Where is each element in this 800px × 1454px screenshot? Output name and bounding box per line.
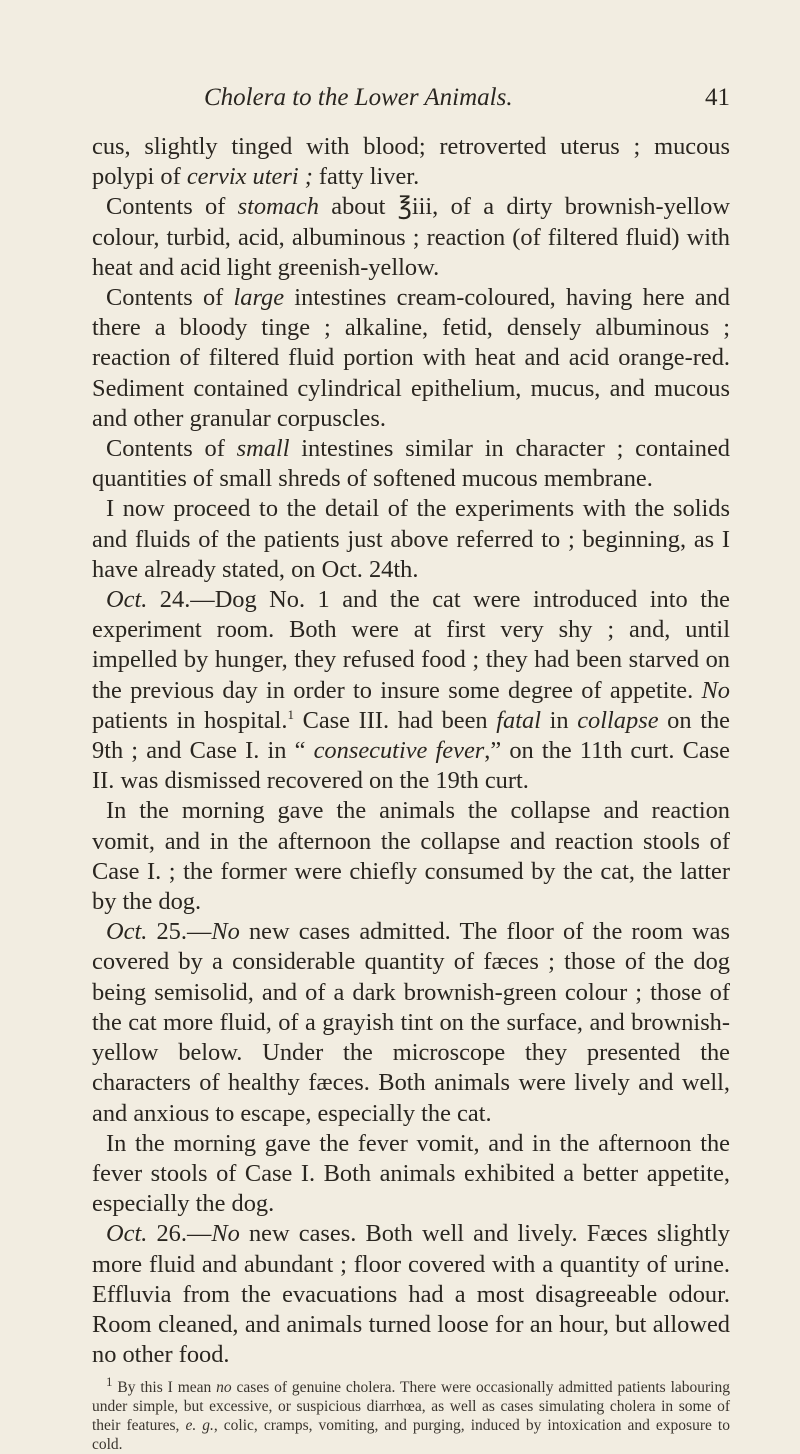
italic-text: e. g.	[185, 1417, 214, 1435]
italic-text: Oct.	[106, 1220, 148, 1248]
italic-text: small	[236, 435, 290, 463]
paragraph	[92, 796, 730, 917]
text-run: cus, slightly tinged with blood; retroverted uterus ; mucous polypi of	[92, 133, 730, 191]
paragraph	[92, 585, 730, 796]
italic-text: Oct.	[106, 918, 148, 946]
italic-text: cervix uteri ;	[186, 163, 313, 191]
paragraph	[92, 434, 730, 494]
text-run: cases of genuine cholera. There were occasionally admitted patients labouring under simple, but excessive, or suspicious diarrhœa, as well as cases simulating cholera in some of their features,	[92, 1379, 730, 1435]
text-run: In the morning gave the fever vomit, and in the afternoon the fever stools of Case I. Both animals exhibited a better appetite, especially the dog.	[92, 1129, 730, 1218]
text-run: on the 9th ; and Case I. in “	[92, 706, 730, 765]
text-run: intestines cream-coloured, having here and there a bloody tinge ; alkaline, fetid, densely albuminous ; reaction of filtered fluid portion with heat and acid orange-red. Sediment contained cylindrical epithelium, mucus, and mucous and other granular corpuscles.	[92, 284, 730, 432]
paragraph	[92, 494, 730, 585]
paragraph	[92, 283, 730, 434]
text-run: new cases. Both well and lively. Fæces slightly more fluid and abundant ; floor covered with a quantity of urine. Effluvia from the evacuations had a most disagreeable odour. Room cleaned, and animals turned loose for an hour, but allowed no other food.	[92, 1220, 731, 1369]
italic-text: fatal	[496, 706, 541, 734]
paragraph	[92, 132, 730, 192]
paragraph	[92, 192, 730, 283]
text-run: By this I mean	[112, 1379, 217, 1397]
text-run: intestines similar in character ; contained quantities of small shreds of softened mucous membrane.	[92, 435, 730, 493]
running-head	[92, 60, 730, 111]
text-run: Contents of	[106, 284, 234, 312]
italic-text: no	[216, 1379, 232, 1397]
page-number: 41	[705, 84, 730, 111]
text-run: Contents of	[106, 193, 238, 221]
italic-text: No	[211, 1220, 240, 1248]
text-run: ,” on the 11th curt. Case II. was dismissed recovered on the 19th curt.	[92, 737, 730, 795]
text-run: In the morning gave the animals the collapse and reaction vomit, and in the afternoon the collapse and reaction stools of Case I. ; the former were chiefly consumed by the cat, the latter by the dog.	[92, 797, 730, 916]
text-run: about ℥iii, of a dirty brownish-yellow colour, turbid, acid, albuminous ; reaction (of filtered fluid) with heat and acid light greenish-yellow.	[92, 193, 730, 281]
paragraph	[92, 917, 730, 1128]
text-run: I now proceed to the detail of the experiments with the solids and fluids of the patients just above referred to ; beginning, as I have already stated, on Oct. 24th.	[92, 495, 730, 583]
footnotes	[92, 1374, 730, 1454]
italic-text: Oct.	[106, 586, 148, 614]
text-run: new cases admitted. The floor of the room was covered by a considerable quantity of fæces ; those of the dog being semisolid, and of a dark brownish-green colour ; those of the cat more fluid, of a grayish tint on the surface, and brownish-yellow below. Under the microscope they presented the characters of healthy fæces. Both animals were lively and well, and anxious to escape, especially the cat.	[92, 918, 730, 1127]
text-run: 24.—Dog No. 1 and the cat were introduced into the experiment room. Both were at first very shy ; and, until impelled by hunger, they refused food ; they had been starved on the previous day in order to insure some degree of appetite.	[92, 586, 730, 704]
running-head-title: Cholera to the Lower Animals.	[204, 84, 513, 111]
italic-text: consecutive fever	[313, 737, 485, 765]
paragraph	[92, 1219, 730, 1370]
text-run: in	[540, 706, 578, 734]
italic-text: large	[233, 284, 285, 312]
italic-text: No	[211, 918, 240, 946]
italic-text: No	[701, 676, 730, 704]
body-text	[92, 132, 730, 1370]
text-run: , colic, cramps, vomiting, and purging, induced by intoxication and exposure to cold.	[92, 1417, 730, 1454]
italic-text: stomach	[237, 193, 319, 221]
text-run: 25.—	[147, 918, 212, 946]
footnote	[92, 1374, 730, 1454]
text-run: fatty liver.	[312, 163, 420, 191]
footnote-marker: 1	[106, 1374, 113, 1390]
text-run: 26.—	[147, 1220, 212, 1248]
text-run: patients in hospital.	[92, 706, 288, 734]
text-run: Contents of	[106, 435, 237, 463]
text-run: Case III. had been	[293, 706, 497, 734]
paragraph	[92, 1129, 730, 1220]
italic-text: collapse	[577, 706, 659, 734]
footnote-marker: 1	[287, 706, 294, 722]
